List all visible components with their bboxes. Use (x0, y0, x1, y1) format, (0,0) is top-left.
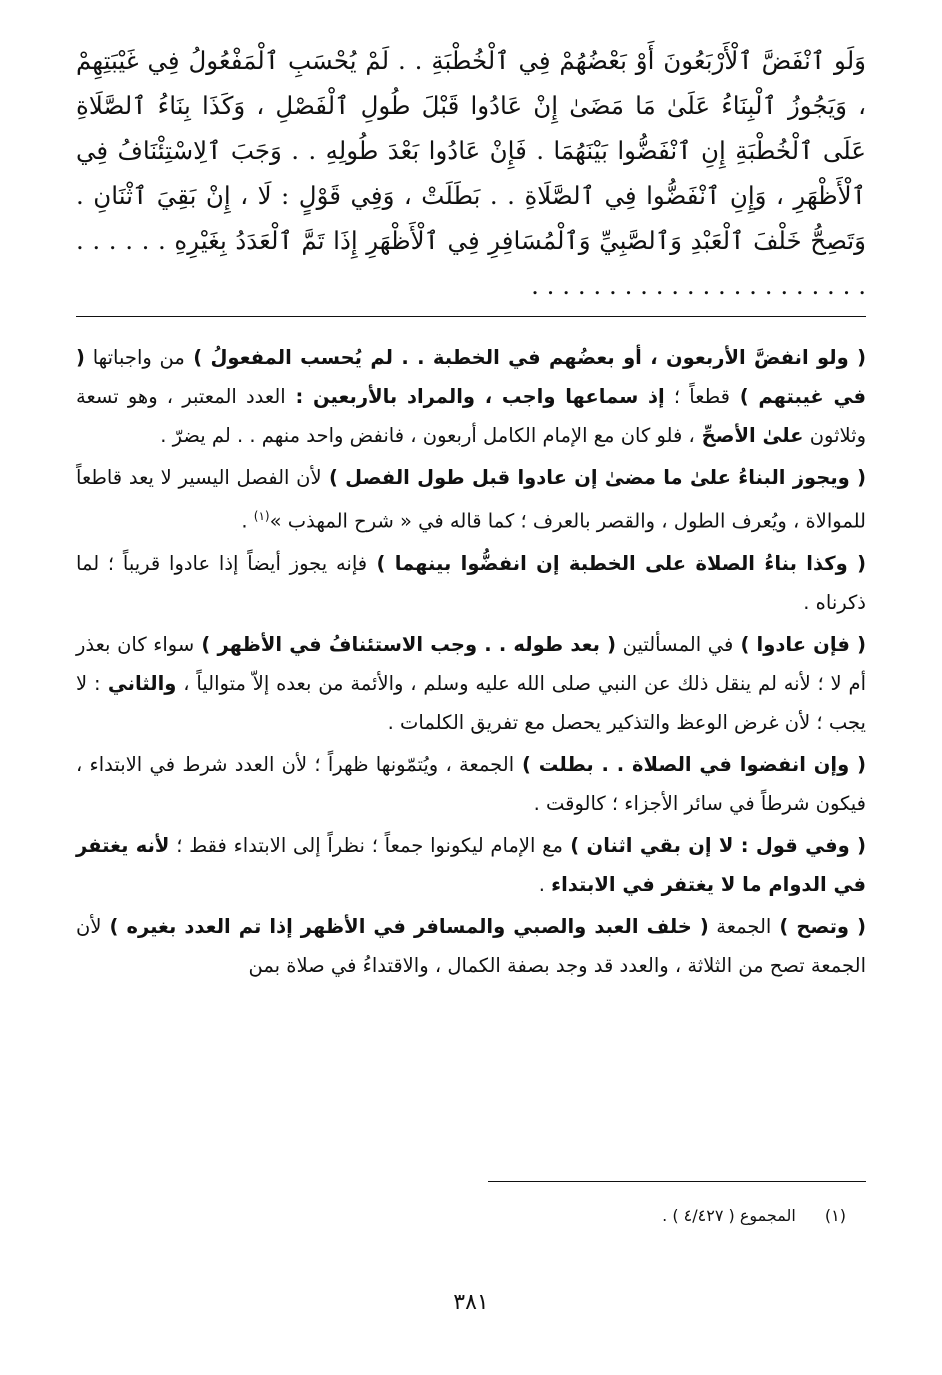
page-number: ٣٨١ (453, 1290, 489, 1315)
footnote-number: (١) (824, 1206, 846, 1225)
commentary-text: ، فلو كان مع الإمام الكامل أربعون ، فانفض واحد منهم . . لم يضرّ . (160, 424, 695, 447)
commentary-matn-quote: ( ويجوز البناءُ علىٰ ما مضىٰ إن عادوا قبل طول الفصل ) (321, 466, 866, 489)
commentary-paragraph (76, 625, 866, 742)
commentary-text: : لا يجب ؛ لأن غرض الوعظ والتذكير يحصل مع تفريق الكلمات . (76, 671, 866, 734)
commentary-text: . (538, 872, 552, 896)
commentary-block (76, 338, 866, 988)
commentary-paragraph (76, 338, 866, 455)
footnote (662, 1206, 846, 1225)
commentary-text: قطعاً ؛ (664, 385, 730, 408)
commentary-matn-quote: علىٰ الأصحِّ (694, 424, 804, 447)
commentary-matn-quote: ( وتصح ) (771, 914, 866, 938)
commentary-matn-quote: ( وكذا بناءُ الصلاة على الخطبة إن انفضُّوا بينهما ) (367, 551, 866, 575)
commentary-text: الجمعة ، ويُتمّونها ظهراً ؛ لأن العدد شرط في الابتداء ، فيكون شرطاً في سائر الأجزاء ؛ كالوقت . (76, 752, 866, 815)
commentary-paragraph (76, 907, 866, 985)
commentary-paragraph (76, 826, 866, 904)
commentary-matn-quote: ( خلف العبد والصبي والمسافر في الأظهر إذا تم العدد بغيره ) (101, 914, 709, 938)
matn-text-block (76, 38, 866, 308)
matn-dots: . . . . . . . . . . . . . . . . . . . . . . . . . . . (76, 226, 866, 300)
commentary-matn-quote: ( فإن عادوا ) (733, 632, 866, 656)
commentary-text: سواء كان بعذر أم لا ؛ لأنه لم ينقل ذلك عن النبي صلى الله عليه وسلم ، والأئمة من بعده إلاّ متوالياً ، (76, 632, 866, 695)
commentary-matn-quote: ( ولو انفضَّ الأربعون ، أو بعضُهم في الخطبة . . لم يُحسب المفعولُ ) (184, 346, 866, 369)
commentary-text: . (241, 509, 254, 533)
commentary-matn-quote: ( وفي قول : لا إن بقي اثنان ) (562, 833, 866, 857)
footnote-ref[interactable]: (١) (253, 509, 270, 523)
commentary-text: في المسألتين (616, 632, 734, 656)
footnote-text: المجموع ( ٤/٤٢٧ ) . (662, 1206, 796, 1225)
commentary-matn-quote: ( وإن انفضوا في الصلاة . . بطلت ) (514, 752, 867, 776)
commentary-matn-quote: ( بعد طوله . . وجب الاستئنافُ في الأظهر ) (194, 632, 617, 656)
commentary-matn-quote: لأنه يغتفر في الدوام ما لا يغتفر في الابتداء (76, 833, 866, 896)
commentary-text: العدد المعتبر ، وهو تسعة وثلاثون (76, 385, 866, 447)
footnote-separator (488, 1181, 866, 1182)
commentary-matn-quote: إذ سماعها واجب ، والمراد بالأربعين : (285, 385, 665, 408)
commentary-text: الجمعة (708, 914, 772, 938)
commentary-matn-quote: والثاني (100, 671, 177, 695)
commentary-text: لأن الجمعة تصح من الثلاثة ، والعدد قد وجد بصفة الكمال ، والاقتداءُ في صلاة بمن (76, 914, 866, 977)
commentary-text: من واجباتها (84, 346, 185, 369)
separator-line (76, 316, 866, 317)
commentary-text: مع الإمام ليكونوا جمعاً ؛ نظراً إلى الابتداء فقط ؛ (169, 833, 563, 857)
commentary-paragraph (76, 544, 866, 622)
matn-text: وَلَو ٱنْفَضَّ ٱلْأَرْبَعُونَ أَوْ بَعْضُهُمْ فِي ٱلْخُطْبَةِ . . لَمْ يُحْسَبِ ٱلْمَفْعُولُ فِي غَيْبَتِهِمْ ، وَيَجُوزُ ٱلْبِنَاءُ عَلَىٰ مَا مَضَىٰ إِنْ عَادُوا قَبْلَ طُولِ ٱلْفَصْلِ ، وَكَذَا بِنَاءُ ٱلصَّلَاةِ عَلَى ٱلْخُطْبَةِ إِنِ ٱنْفَضُّوا بَيْنَهُمَا . فَإِنْ عَادُوا بَعْدَ طُولِهِ . . وَجَبَ ٱلِاسْتِئْنَافُ فِي ٱلْأَظْهَرِ ، وَإِنِ ٱنْفَضُّوا فِي ٱلصَّلَاةِ . . بَطَلَتْ ، وَفِي قَوْلٍ : لَا ، إِنْ بَقِيَ ٱثْنَانِ . وَتَصِحُّ خَلْفَ ٱلْعَبْدِ وَٱلصَّبِيِّ وَٱلْمُسَافِرِ فِي ٱلْأَظْهَرِ إِذَا تَمَّ ٱلْعَدَدُ بِغَيْرِهِ . (76, 46, 867, 255)
commentary-matn-quote: ( في غيبتهم ) (76, 346, 866, 408)
commentary-paragraph (76, 745, 866, 823)
commentary-text: لأن الفصل اليسير لا يعد قاطعاً للموالاة ، ويُعرف الطول ، والقصر بالعرف ؛ كما قاله في « شرح المهذب » (76, 466, 866, 533)
commentary-text: فإنه يجوز أيضاً إذا عادوا قريباً ؛ لما ذكرناه . (76, 551, 866, 614)
commentary-paragraph (76, 458, 866, 541)
